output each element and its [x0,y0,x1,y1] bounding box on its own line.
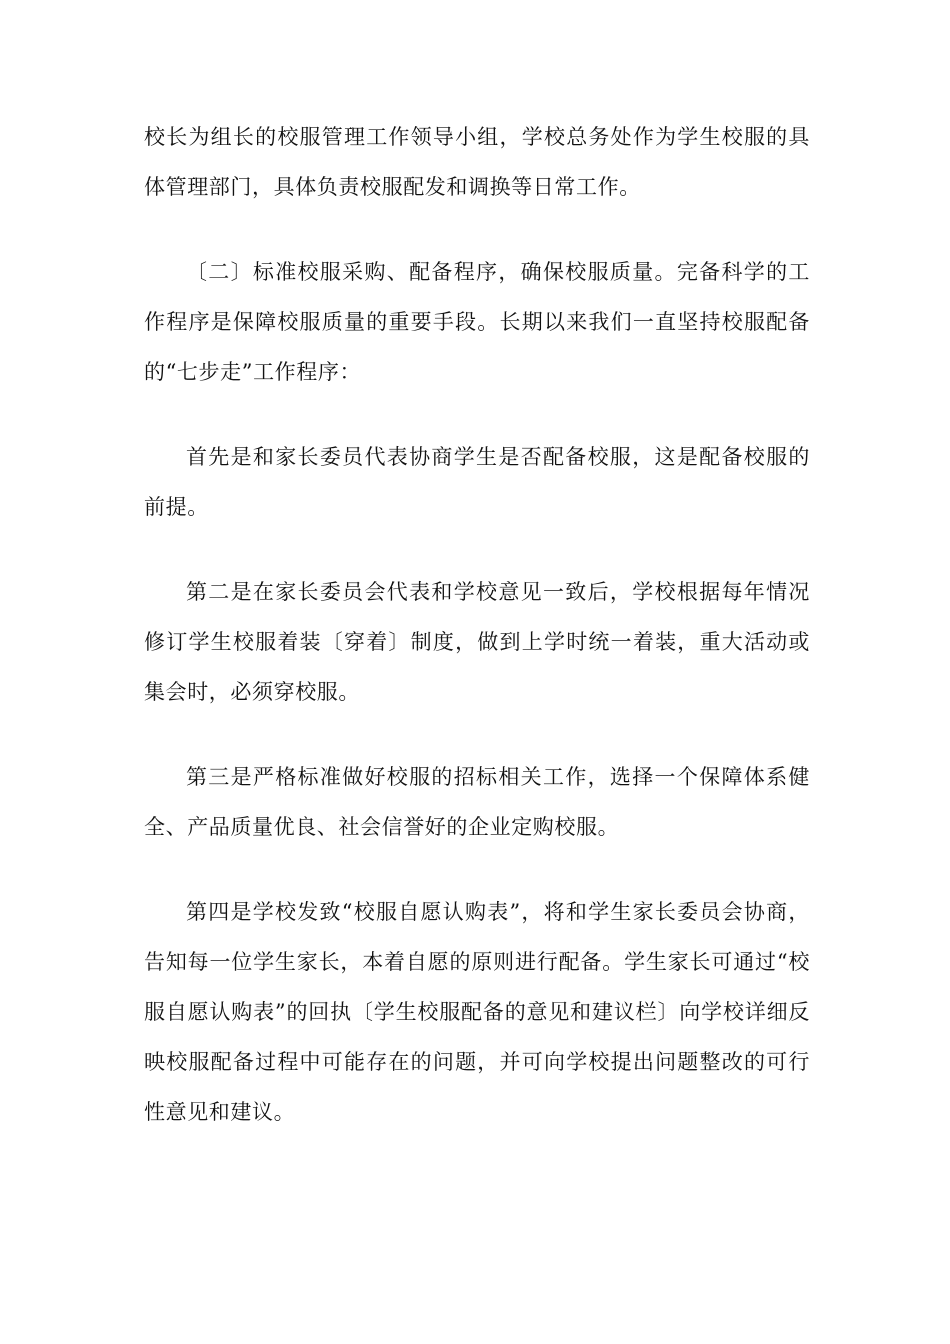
paragraph-step-two: 第二是在家长委员会代表和学校意见一致后，学校根据每年情况修订学生校服着装〔穿着〕制度，做到上学时统一着装，重大活动或集会时，必须穿校服。 [144,580,810,704]
paragraph-section-two: 〔二〕标准校服采购、配备程序，确保校服质量。完备科学的工作程序是保障校服质量的重要手段。长期以来我们一直坚持校服配备的“七步走”工作程序： [144,260,810,384]
paragraph-step-one: 首先是和家长委员代表协商学生是否配备校服，这是配备校服的前提。 [144,445,810,519]
paragraph-step-three: 第三是严格标准做好校服的招标相关工作，选择一个保障体系健全、产品质量优良、社会信誉好的企业定购校服。 [144,765,810,839]
document-body [144,112,810,1172]
paragraph-step-four: 第四是学校发致“校服自愿认购表”，将和学生家长委员会协商，告知每一位学生家长，本着自愿的原则进行配备。学生家长可通过“校服自愿认购表”的回执〔学生校服配备的意见和建议栏〕向学校详细反映校服配备过程中可能存在的问题，并可向学校提出问题整改的可行性意见和建议。 [144,900,810,1124]
paragraph-continuation: 校长为组长的校服管理工作领导小组，学校总务处作为学生校服的具体管理部门，具体负责校服配发和调换等日常工作。 [144,125,810,199]
